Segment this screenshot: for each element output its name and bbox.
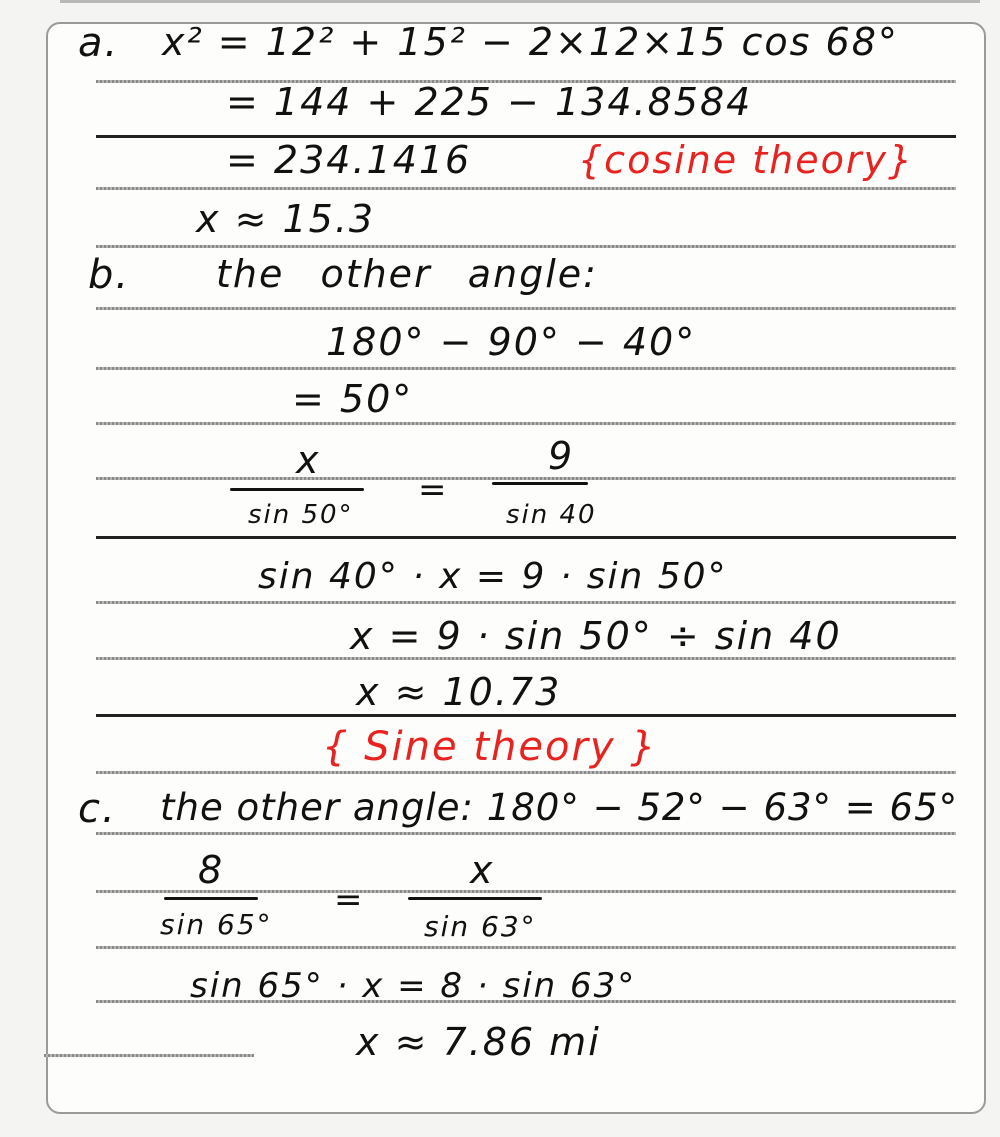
rule-line <box>96 832 956 835</box>
rule-line <box>96 422 956 425</box>
fraction-denominator-sin65: sin 65° <box>160 908 273 941</box>
part-b-line-2: 180° − 90° − 40° <box>326 320 697 364</box>
fraction-numerator-x: x <box>296 438 321 482</box>
part-b-label: b. <box>88 252 131 298</box>
part-c-result: x ≈ 7.86 mi <box>356 1020 601 1064</box>
part-b-line-6: x = 9 · sin 50° ÷ sin 40 <box>350 614 842 658</box>
fraction-denominator-sin40: sin 40 <box>506 500 597 530</box>
part-c-label: c. <box>78 786 117 832</box>
fraction-bar <box>492 482 588 485</box>
fraction-denominator-sin50: sin 50° <box>248 500 354 530</box>
part-b-line-1: the other angle: <box>216 252 598 296</box>
part-c-line-3: sin 65° · x = 8 · sin 63° <box>190 966 637 1006</box>
fraction-equals: = <box>418 470 449 510</box>
part-a-line-2: = 144 + 225 − 134.8584 <box>226 80 753 124</box>
rule-line <box>96 536 956 539</box>
part-a-label: a. <box>78 20 120 66</box>
fraction-bar <box>164 897 258 900</box>
rule-line <box>96 477 956 480</box>
rule-line <box>96 307 956 310</box>
rule-line <box>96 890 956 893</box>
rule-line <box>44 1054 254 1057</box>
rule-line <box>96 187 956 190</box>
rule-line <box>96 367 956 370</box>
rule-line <box>96 946 956 949</box>
rule-line <box>96 771 956 774</box>
rule-line <box>96 714 956 717</box>
fraction-numerator-9: 9 <box>548 434 575 478</box>
fraction-numerator-x: x <box>470 848 495 892</box>
part-a-line-3: = 234.1416 <box>226 138 472 182</box>
rule-line <box>96 601 956 604</box>
part-b-result: x ≈ 10.73 <box>356 670 562 714</box>
part-c-line-1: the other angle: 180° − 52° − 63° = 65° <box>160 786 959 829</box>
cosine-theory-note: {cosine theory} <box>578 138 915 182</box>
part-b-line-5: sin 40° · x = 9 · sin 50° <box>258 556 728 597</box>
fraction-bar <box>408 897 542 900</box>
rule-line <box>96 245 956 248</box>
fraction-equals: = <box>334 880 365 920</box>
sine-theory-note: { Sine theory } <box>322 724 658 770</box>
part-a-result: x ≈ 15.3 <box>196 197 376 241</box>
fraction-numerator-8: 8 <box>198 848 225 892</box>
page-top-edge <box>60 0 980 3</box>
part-b-line-3: = 50° <box>292 377 414 421</box>
part-a-line-1: x² = 12² + 15² − 2×12×15 cos 68° <box>162 20 899 64</box>
fraction-bar <box>230 488 364 491</box>
fraction-denominator-sin63: sin 63° <box>424 910 537 943</box>
